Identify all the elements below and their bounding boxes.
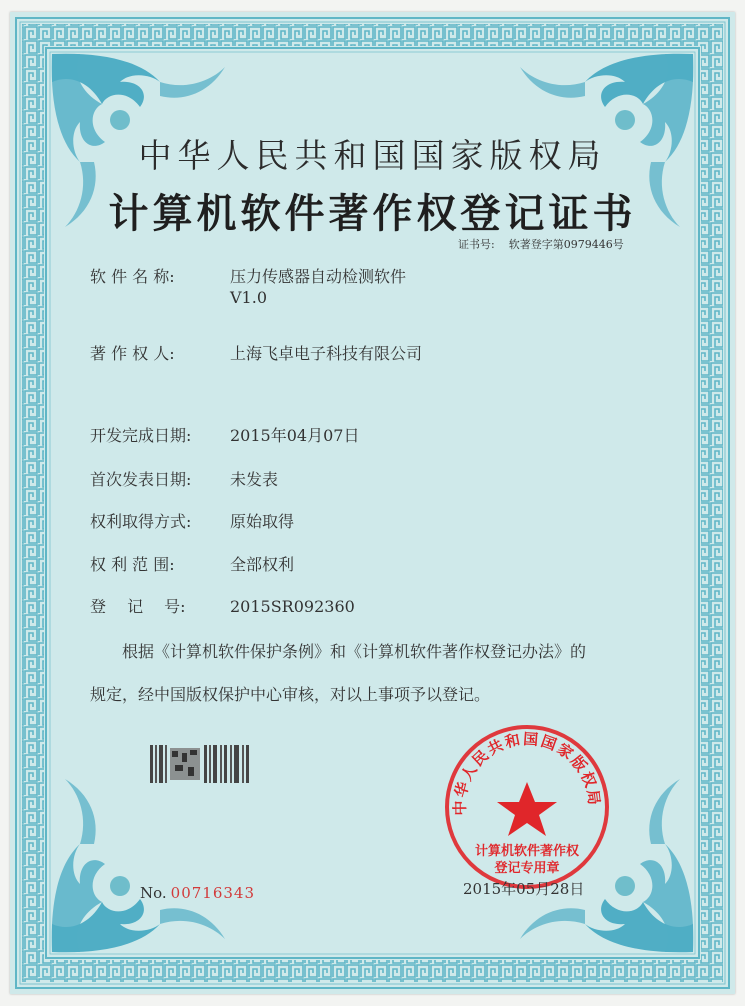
field-value: 压力传感器自动检测软件 — [230, 267, 407, 286]
field-row-completion-date — [90, 423, 359, 446]
field-value-version: V1.0 — [230, 288, 267, 307]
field-row-copyright-owner — [90, 341, 422, 364]
issue-date: 2015年05月28日 — [463, 880, 585, 898]
field-value: 全部权利 — [230, 555, 295, 574]
field-label: 权 利 范 围: — [90, 555, 175, 574]
certificate-number-value: 软著登字第0979446号 — [508, 238, 624, 251]
certificate — [10, 12, 735, 994]
statement-line-2: 规定，经中国版权保护中心审核，对以上事项予以登记。 — [90, 685, 491, 704]
seal-inner-line-2: 登记专用章 — [494, 861, 560, 876]
serial-number-label: No. — [140, 884, 167, 902]
field-row-acquisition-method — [90, 509, 294, 532]
field-value: 未发表 — [230, 470, 279, 489]
field-row-software-name — [90, 264, 406, 287]
seal-outer-text: 中华人民共和国国家版权局 — [450, 729, 604, 816]
field-row-publication-date — [90, 467, 278, 490]
statement — [90, 630, 680, 716]
official-seal — [442, 722, 612, 892]
field-value: 2015年04月07日 — [230, 426, 360, 445]
field-label: 开发完成日期: — [90, 426, 192, 445]
seal-inner-line-1: 计算机软件著作权 — [474, 844, 580, 859]
field-value: 2015SR092360 — [230, 597, 355, 616]
serial-number-value: 00716343 — [170, 884, 256, 902]
certificate-number — [458, 236, 638, 252]
issuer-heading: 中华人民共和国国家版权局 — [138, 136, 607, 175]
field-row-registration-number — [90, 594, 355, 617]
field-label: 权利取得方式: — [90, 512, 192, 531]
field-row-rights-scope — [90, 552, 294, 575]
star-icon — [497, 782, 557, 836]
field-label: 首次发表日期: — [90, 470, 192, 489]
field-label: 软 件 名 称: — [90, 267, 175, 286]
field-value: 上海飞卓电子科技有限公司 — [230, 344, 423, 363]
serial-number — [140, 884, 255, 902]
corner-ornament-bottom-left — [52, 779, 225, 952]
field-label: 著 作 权 人: — [90, 344, 175, 363]
field-value: 原始取得 — [230, 512, 295, 531]
statement-line-1: 根据《计算机软件保护条例》和《计算机软件著作权登记办法》的 — [122, 642, 587, 661]
field-label: 登 记 号: — [90, 597, 186, 616]
field-row-software-version — [90, 288, 267, 307]
barcode-image — [150, 745, 250, 783]
certificate-number-label: 证书号: — [458, 238, 495, 251]
certificate-title: 计算机软件著作权登记证书 — [108, 190, 637, 237]
